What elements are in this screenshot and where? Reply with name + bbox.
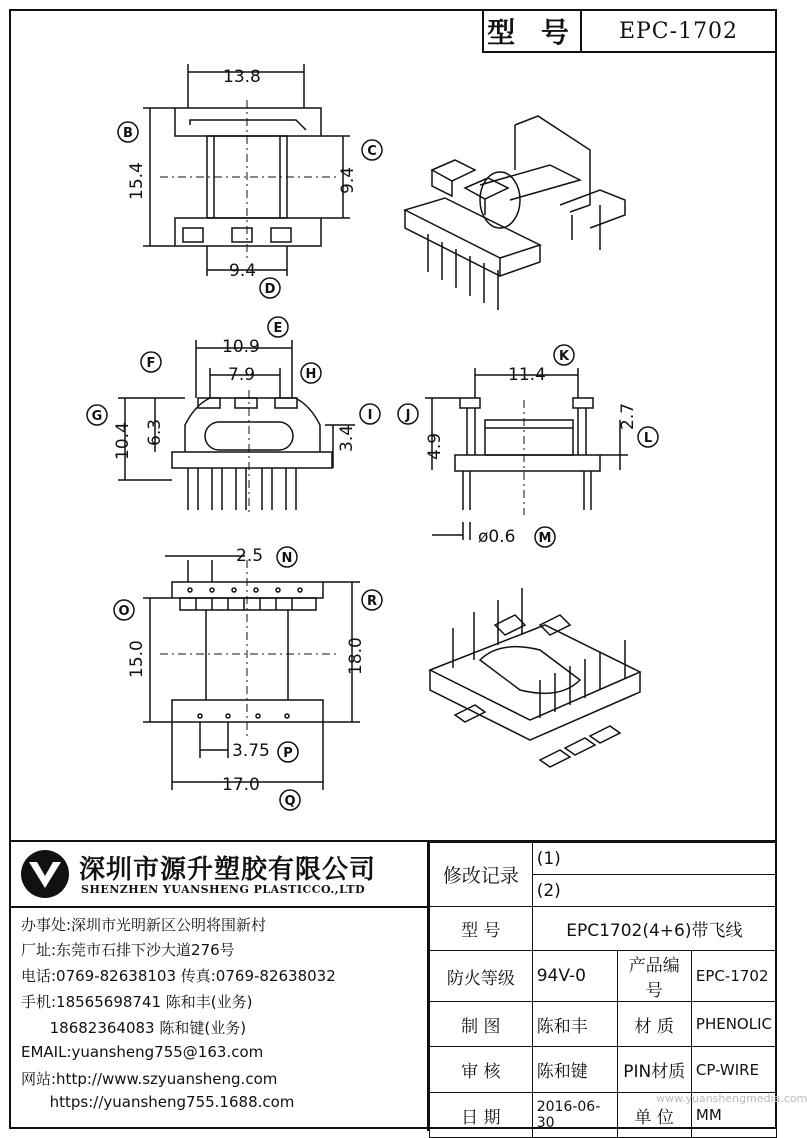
dim-bottom-r: 18.0 [346, 637, 366, 675]
company-logo-icon [19, 848, 71, 900]
dim-top-inner: 9.4 [338, 166, 358, 194]
label-M: M [538, 531, 552, 546]
revision-2: (2) [532, 875, 776, 907]
dim-bottom-p: 3.75 [232, 741, 270, 761]
label-J: J [405, 408, 411, 423]
label-R: R [366, 594, 378, 609]
model-header-value: EPC-1702 [618, 18, 739, 44]
revision-label: 修改记录 [430, 843, 533, 907]
dim-front-i: 3.4 [337, 424, 357, 452]
dim-top-bottom: 9.4 [229, 261, 257, 281]
draw-label: 制 图 [430, 1002, 533, 1047]
label-K: K [558, 349, 570, 364]
contact-line: EMAIL:yuansheng755@163.com [21, 1043, 264, 1061]
label-N: N [281, 551, 293, 566]
contact-line: 网站:http://www.szyuansheng.com [21, 1070, 278, 1088]
model-label: 型 号 [430, 907, 533, 951]
contact-line: 电话:0769-82638103 传真:0769-82638032 [21, 967, 336, 985]
label-H: H [305, 367, 317, 382]
dim-front-f: 6.3 [145, 418, 165, 446]
dim-top-width: 13.8 [223, 67, 261, 87]
draw-value: 陈和丰 [532, 1002, 617, 1047]
model-header-label: 型 号 [484, 11, 582, 51]
label-L: L [643, 431, 653, 446]
fire-value: 94V-0 [532, 951, 617, 1002]
dim-front-h: 7.9 [228, 365, 256, 385]
label-F: F [146, 356, 156, 371]
date-label: 日 期 [430, 1093, 533, 1138]
review-value: 陈和键 [532, 1047, 617, 1093]
label-E: E [273, 321, 283, 336]
dim-side-m: ø0.6 [478, 527, 516, 547]
label-D: D [264, 282, 276, 297]
unit-label: 单 位 [617, 1093, 691, 1138]
iso-view-2 [430, 588, 640, 767]
material-label: 材 质 [617, 1002, 691, 1047]
contact-line: https://yuansheng755.1688.com [21, 1093, 295, 1111]
dim-top-height: 15.4 [127, 162, 147, 200]
dim-front-g: 10.4 [113, 422, 133, 460]
dim-bottom-n: 2.5 [236, 546, 264, 566]
revision-1: (1) [532, 843, 776, 875]
iso-view-1 [405, 116, 625, 310]
top-view [143, 64, 350, 276]
label-B: B [123, 126, 133, 141]
label-C: C [367, 144, 377, 159]
label-I: I [367, 408, 373, 423]
contact-line: 厂址:东莞市石排下沙大道276号 [21, 941, 235, 959]
label-O: O [118, 604, 130, 619]
code-label: 产品编号 [617, 951, 691, 1002]
company-name-en: SHENZHEN YUANSHENG PLASTICCO.,LTD [81, 883, 366, 896]
pin-label: PIN材质 [617, 1047, 691, 1093]
material-value: PHENOLIC [691, 1002, 776, 1047]
contact-line: 办事处:深圳市光明新区公明将围新村 [21, 916, 267, 934]
pin-value: CP-WIRE [691, 1047, 776, 1093]
company-name-cn: 深圳市源升塑胶有限公司 [79, 855, 377, 885]
model-value: EPC1702(4+6)带飞线 [532, 907, 776, 951]
dim-side-j: 4.9 [425, 432, 445, 460]
label-P: P [283, 746, 293, 761]
label-G: G [91, 409, 103, 424]
title-block [9, 840, 777, 1131]
dim-side-l: 2.7 [618, 402, 638, 430]
side-view [425, 368, 628, 540]
fire-label: 防火等级 [430, 951, 533, 1002]
dim-bottom-o: 15.0 [127, 640, 147, 678]
dim-front-e: 10.9 [222, 337, 260, 357]
dim-side-k: 11.4 [508, 365, 546, 385]
review-label: 审 核 [430, 1047, 533, 1093]
watermark: www.yuanshengmedia.com [656, 1092, 807, 1105]
label-Q: Q [284, 794, 296, 809]
date-value: 2016-06-30 [532, 1093, 617, 1138]
contact-line: 18682364083 陈和键(业务) [21, 1019, 247, 1037]
dim-bottom-q: 17.0 [222, 775, 260, 795]
code-value: EPC-1702 [691, 951, 776, 1002]
unit-value: MM [691, 1093, 776, 1138]
contact-line: 手机:18565698741 陈和丰(业务) [21, 993, 253, 1011]
company-header [9, 842, 429, 908]
label-circles-bottom [114, 547, 382, 810]
